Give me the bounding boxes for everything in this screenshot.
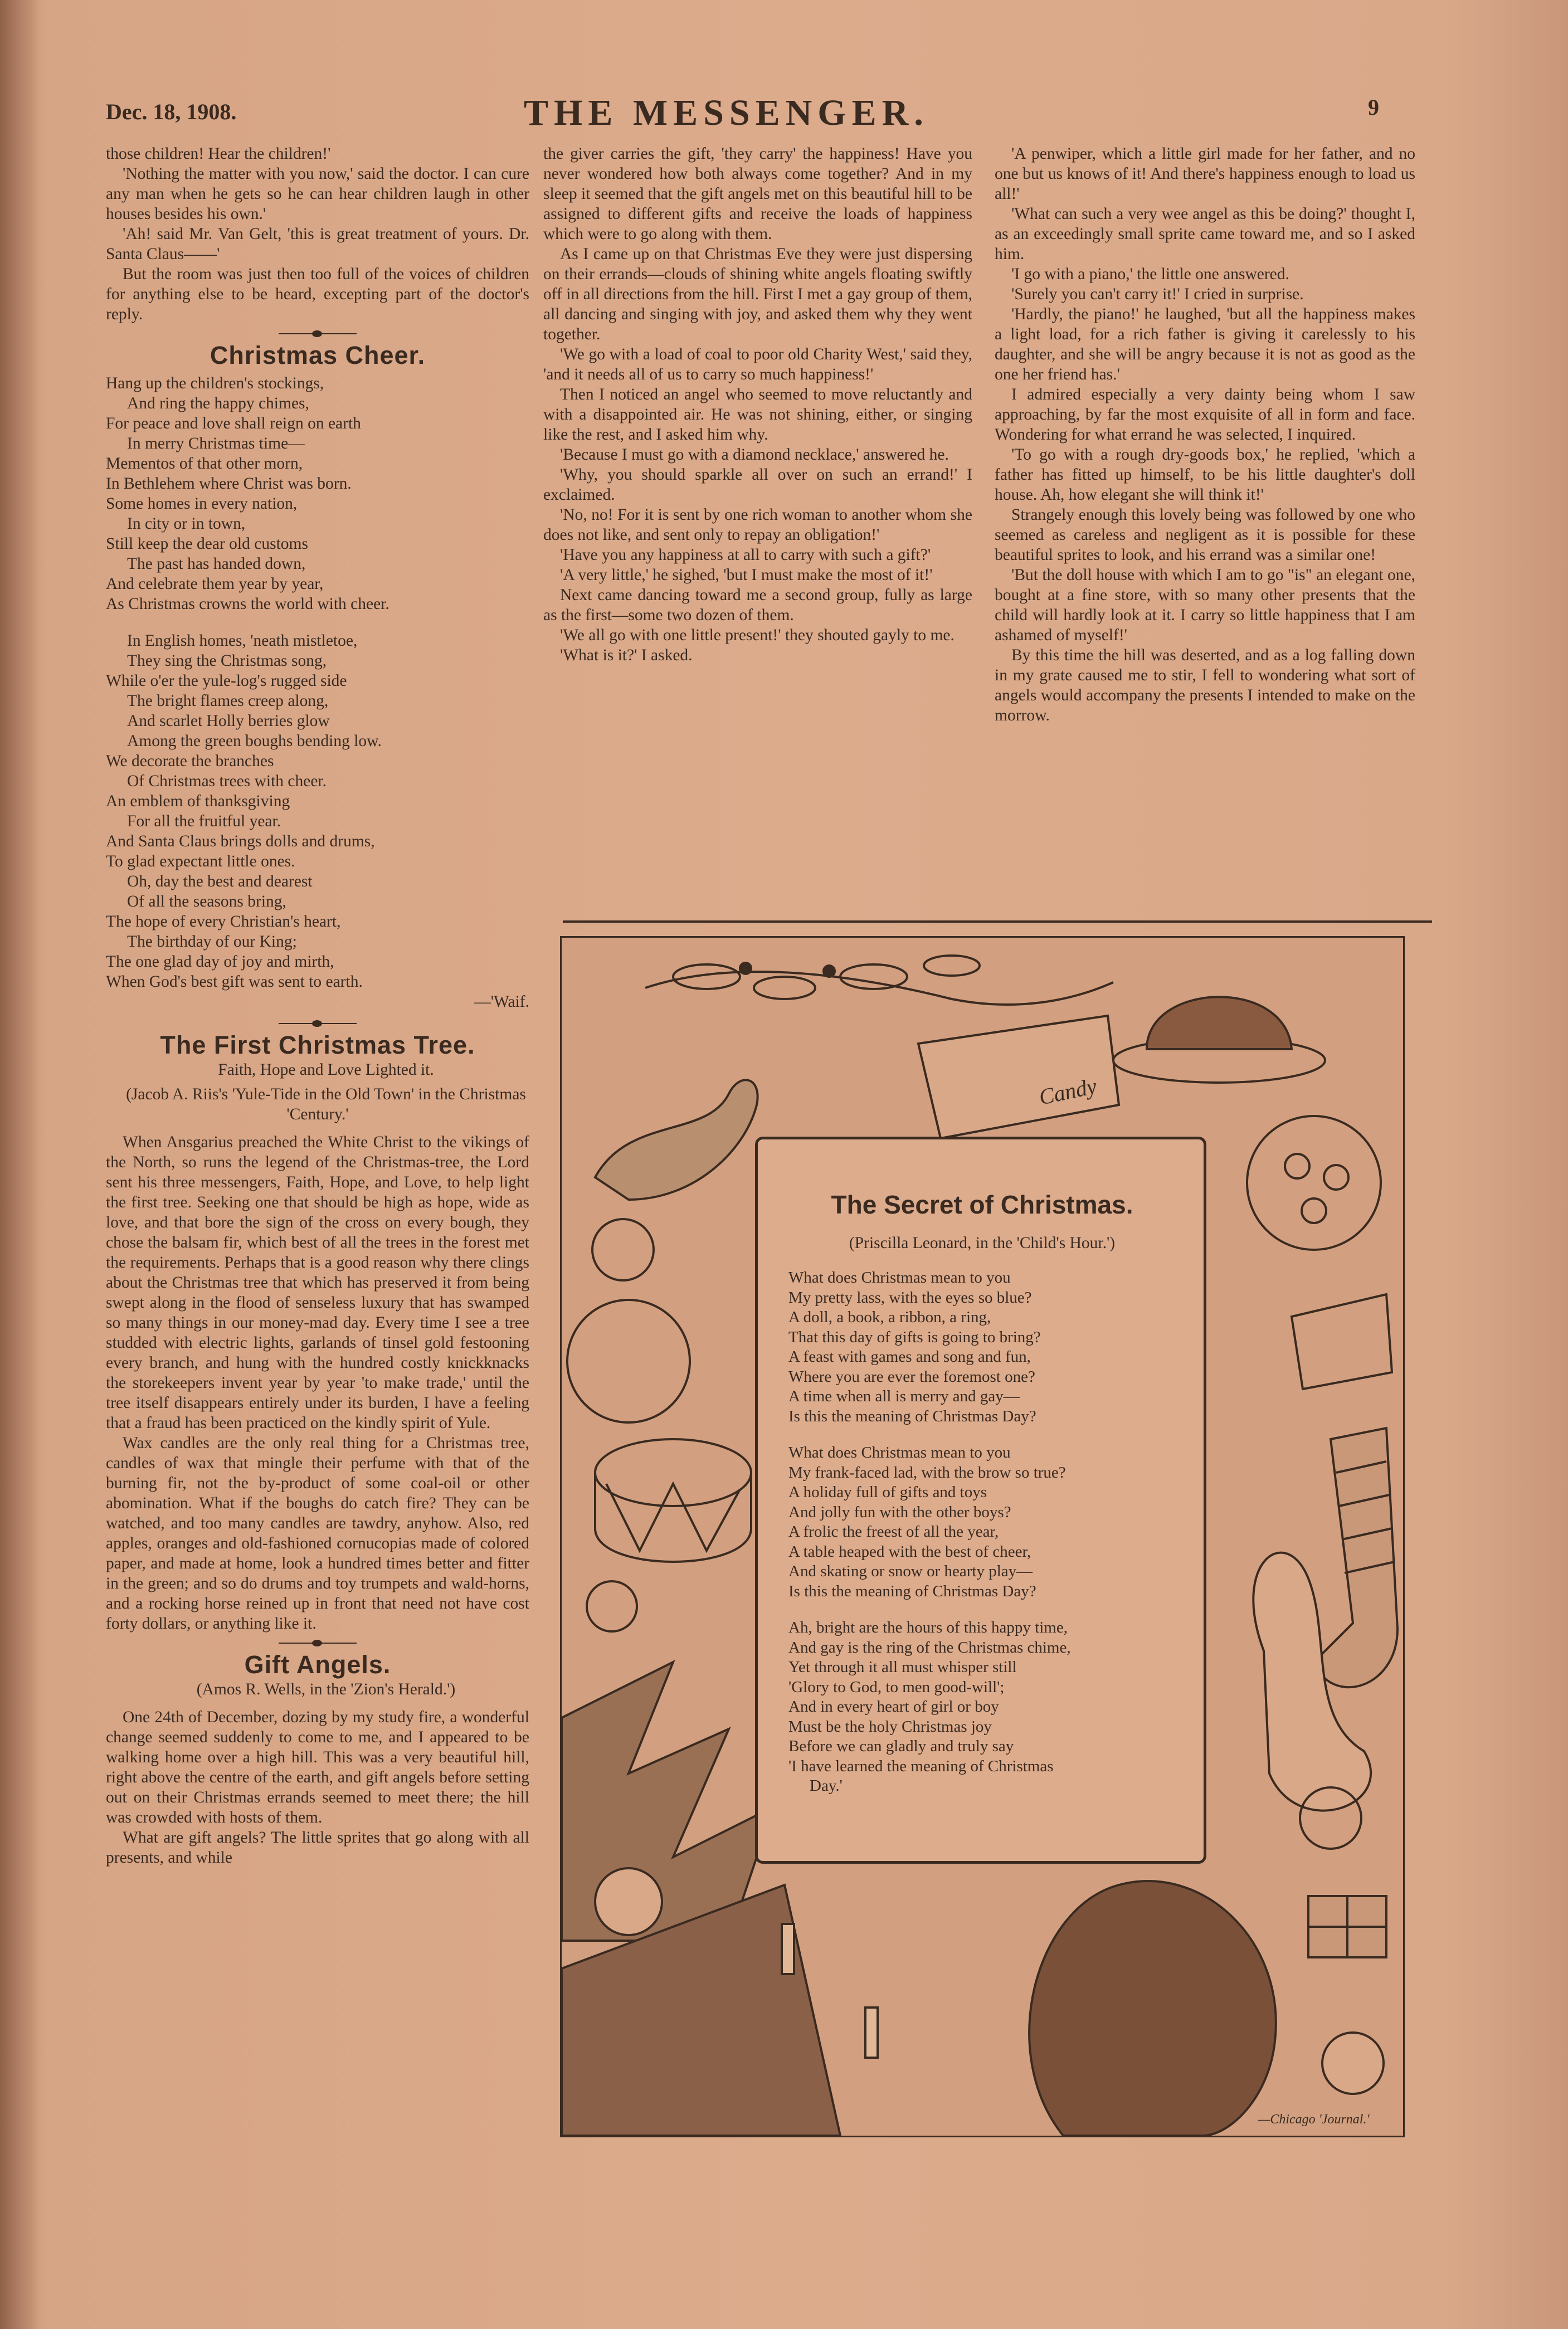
goose	[595, 1080, 758, 1200]
article-title-gift-angels: Gift Angels.	[244, 1650, 391, 1679]
article-source: (Amos R. Wells, in the 'Zion's Herald.')	[196, 1680, 456, 1698]
poem-line: And in every heart of girl or boy	[788, 1698, 999, 1716]
poem-line: A doll, a book, a ribbon, a ring,	[788, 1308, 991, 1326]
column-right	[995, 144, 1415, 725]
poem-line: Mementos of that other morn,	[106, 455, 303, 472]
paragraph: 'But the doll house with which I am to go "is" an elegant one, bought at a fine store, with so many other presents that the child will hardly look at it. I carry so little happiness that I am ashamed of myself!'	[995, 566, 1415, 644]
poem-line: We decorate the branches	[106, 752, 274, 770]
page-edge-shadow	[0, 0, 39, 2329]
poem-line: Yet through it all must whisper still	[788, 1658, 1017, 1676]
poem-line: While o'er the yule-log's rugged side	[106, 672, 347, 690]
poem-line: When God's best gift was sent to earth.	[106, 973, 363, 991]
poem-secret-of-christmas	[788, 1268, 1176, 1796]
teddy-bear-head	[592, 1219, 654, 1280]
paragraph: 'What is it?' I asked.	[560, 646, 693, 664]
column-middle	[543, 144, 972, 665]
poem-line: My frank-faced lad, with the brow so true?	[788, 1463, 1066, 1482]
poem-line: Hang up the children's stockings,	[106, 374, 324, 392]
holly-berry	[824, 966, 835, 977]
cookie-plate	[1247, 1116, 1381, 1250]
article-subtitle: Faith, Hope and Love Lighted it.	[218, 1061, 434, 1079]
paragraph: 'Hardly, the piano!' he laughed, 'but all the happiness makes a light load, for a rich father is giving it carelessly to his daughter, and she will be angry because it is not as good as the one her friend has.'	[995, 305, 1415, 383]
article-title-first-christmas-tree: The First Christmas Tree.	[160, 1031, 475, 1059]
page-header	[100, 92, 1438, 137]
toy-cart	[1292, 1294, 1392, 1389]
page-number: 9	[1368, 95, 1379, 120]
poem-line: And jolly fun with the other boys?	[788, 1503, 1011, 1521]
paragraph: Next came dancing toward me a second group, fully as large as the first—some two dozen of them.	[543, 586, 972, 624]
poem-line: And ring the happy chimes,	[127, 394, 309, 412]
poem-line: A feast with games and song and fun,	[788, 1348, 1031, 1366]
toy-face	[1322, 2033, 1384, 2094]
poem-line: For peace and love shall reign on earth	[106, 415, 361, 432]
paragraph: 'We go with a load of coal to poor old Charity West,' said they, 'and it needs all of us to carry so much happiness!'	[543, 345, 972, 383]
poem-line: And Santa Claus brings dolls and drums,	[106, 832, 375, 850]
holly-leaf	[840, 964, 907, 989]
poem-line: And celebrate them year by year,	[106, 575, 324, 593]
plum-pudding	[1147, 997, 1292, 1049]
poem-line: A holiday full of gifts and toys	[788, 1483, 987, 1501]
poem-line: Of Christmas trees with cheer.	[127, 772, 327, 790]
poem-line: Among the green boughs bending low.	[127, 732, 382, 750]
poem-line: 'Glory to God, to men good-will';	[788, 1678, 1005, 1696]
poem-line: And skating or snow or hearty play—	[788, 1562, 1033, 1580]
poem-line: Before we can gladly and truly say	[788, 1737, 1014, 1755]
poem-line: As Christmas crowns the world with cheer.	[106, 595, 389, 613]
poem-line: Where you are ever the foremost one?	[788, 1367, 1035, 1386]
doll-face	[595, 1868, 662, 1935]
poem-line: Of all the seasons bring,	[127, 893, 286, 910]
issue-date: Dec. 18, 1908.	[106, 99, 237, 124]
article-title-christmas-cheer: Christmas Cheer.	[210, 341, 426, 369]
paragraph: One 24th of December, dozing by my study fire, a wonderful change seemed suddenly to come to me, and I appeared to be walking home over a high hill. This was a very beautiful hill, right above the centre of the earth, and gift angels before setting out on their Christmas errands seemed to meet there; the hill was crowded with hosts of them.	[106, 1708, 529, 1826]
christmas-tree	[562, 1662, 773, 1941]
candle	[782, 1924, 794, 1974]
candle	[865, 2008, 878, 2058]
paragraph: 'We all go with one little present!' they shouted gayly to me.	[560, 626, 955, 644]
paragraph: But the room was just then too full of the voices of children for anything else to be heard, excepting part of the doctor's reply.	[106, 265, 529, 323]
poem-line: Oh, day the best and dearest	[127, 873, 313, 890]
paragraph: 'Nothing the matter with you now,' said the doctor. I can cure any man when he gets so he can hear children laugh in other houses besides his own.'	[106, 165, 529, 223]
paragraph: 'I go with a piano,' the little one answered.	[1011, 265, 1289, 283]
poem-line: An emblem of thanksgiving	[106, 792, 290, 810]
paragraph: Then I noticed an angel who seemed to move reluctantly and with a disappointed air. He was not shining, either, or singing like the rest, and I asked him why.	[543, 386, 972, 444]
poem-line: A table heaped with the best of cheer,	[788, 1542, 1031, 1561]
turkey	[1029, 1881, 1276, 2136]
toy-drum-top	[595, 1439, 751, 1506]
poem-line: Still keep the dear old customs	[106, 535, 308, 553]
ornament-divider	[279, 330, 357, 338]
paragraph: 'Have you any happiness at all to carry with such a gift?'	[560, 546, 931, 564]
paragraph: 'Ah! said Mr. Van Gelt, 'this is great treatment of yours. Dr. Santa Claus——'	[106, 225, 529, 263]
paragraph: Wax candles are the only real thing for a Christmas tree, candles of wax that mingle their perfume with that of the burning fir, not the by-product of some coal-oil or other abomination. What if the boughs do catch fire? They can be watched, and too many candles are tawdry, anyhow. Also, red apples, oranges and old-fashioned cornucopias made of colored paper, and made at home, look a hundred times better and fitter in the green; and so do drums and toy trumpets and wald-horns, and a rocking horse reined up in front that need not have cost forty dollars, or anything like it.	[106, 1434, 529, 1633]
paragraph: the giver carries the gift, 'they carry' the happiness! Have you never wondered how both always come together? And in my sleep it seemed that the gift angels met on this beautiful hill to be assigned to different gifts and receive the loads of happiness which were to go along with them.	[543, 145, 972, 243]
paragraph: 'To go with a rough dry-goods box,' he replied, 'which a father has fitted up himself, to be his little daughter's doll house. Ah, how elegant she will think it!'	[995, 446, 1415, 504]
poem-source: (Priscilla Leonard, in the 'Child's Hour.')	[849, 1234, 1116, 1252]
poem-line: In Bethlehem where Christ was born.	[106, 475, 352, 493]
paragraph: I admired especially a very dainty being whom I saw approaching, by far the most exquisite of all in form and face. Wondering for what errand he was selected, I inquired.	[995, 386, 1415, 444]
paragraph: 'A penwiper, which a little girl made for her father, and no one but us knows of it! And there's happiness enough to load us all!'	[995, 145, 1415, 203]
poem-line: Is this the meaning of Christmas Day?	[788, 1407, 1036, 1425]
poem-line: Some homes in every nation,	[106, 495, 298, 513]
poem-line: My pretty lass, with the eyes so blue?	[788, 1288, 1032, 1307]
poem-author: —'Waif.	[474, 993, 529, 1011]
newspaper-title: THE MESSENGER.	[524, 92, 929, 133]
paragraph: those children! Hear the children!'	[106, 145, 331, 163]
paragraph: As I came up on that Christmas Eve they were just dispersing on their errands—clouds of shining white angels floating swiftly off in all directions from the hill. First I met a gay group of them, all dancing and singing with joy, and asked them why they went together.	[543, 245, 972, 343]
ornament-divider	[279, 1639, 357, 1647]
article-source: (Jacob A. Riis's 'Yule-Tide in the Old Town' in the Christmas 'Century.'	[126, 1085, 526, 1123]
poem-line: Day.'	[810, 1777, 843, 1795]
toy-ball-small	[587, 1581, 637, 1631]
poem-line: What does Christmas mean to you	[788, 1444, 1011, 1461]
holly-leaf	[673, 964, 740, 989]
poem-line: That this day of gifts is going to bring?	[788, 1328, 1041, 1346]
poem-line: Ah, bright are the hours of this happy time,	[788, 1619, 1068, 1636]
poem-line: The birthday of our King;	[127, 933, 297, 951]
poem-line: For all the fruitful year.	[127, 812, 281, 830]
poem-line: A frolic the freest of all the year,	[788, 1523, 999, 1541]
poem-line: And scarlet Holly berries glow	[127, 712, 330, 730]
christmas-stocking	[1314, 1428, 1397, 1687]
poem-line: In merry Christmas time—	[127, 435, 305, 452]
column-left	[106, 144, 529, 1868]
poem-line: And gay is the ring of the Christmas chime,	[788, 1638, 1071, 1656]
poem-line: They sing the Christmas song,	[127, 652, 327, 670]
paragraph: What are gift angels? The little sprites that go along with all presents, and while	[106, 1829, 529, 1867]
section-rule	[563, 920, 1432, 923]
toy-ball	[567, 1300, 690, 1422]
poem-title-secret-of-christmas: The Secret of Christmas.	[831, 1190, 1133, 1219]
paragraph: 'Why, you should sparkle all over on such an errand!' I exclaimed.	[543, 466, 972, 504]
poem-line: In city or in town,	[127, 515, 246, 533]
poem-line: To glad expectant little ones.	[106, 852, 295, 870]
secret-of-christmas-box	[755, 1137, 1206, 1864]
poem-line: Is this the meaning of Christmas Day?	[788, 1582, 1036, 1600]
poem-line: What does Christmas mean to you	[788, 1269, 1011, 1287]
poem-line: In English homes, 'neath mistletoe,	[127, 632, 358, 650]
poem-line: The bright flames creep along,	[127, 692, 329, 710]
poem-christmas-cheer	[106, 373, 529, 1012]
illustration-credit: —Chicago 'Journal.'	[1258, 2112, 1370, 2127]
poem-line: The hope of every Christian's heart,	[106, 913, 341, 930]
poem-line: The past has handed down,	[127, 555, 306, 573]
poem-line: A time when all is merry and gay—	[788, 1387, 1020, 1405]
holly-leaf	[754, 977, 815, 999]
paragraph: When Ansgarius preached the White Christ to the vikings of the North, so runs the legend of the Christmas-tree, the Lord sent his three messengers, Faith, Hope, and Love, to help light the first tree. Seeking one that should be high as hope, wide as love, and that bore the sign of the cross on every bough, they chose the balsam fir, which best of all the trees in the forest met the requirements. Perhaps that is a good reason why there clings about the Christmas tree that which has preserved it from being swept along in the flood of senseless luxury that has swamped so many things in our money-mad day. Every time I see a tree studded with electric lights, garlands of tinsel gold festooning every branch, and hung with the hundred costly knickknacks the storekeepers invent year by year 'to make trade,' until the tree itself disappears entirely under its burden, I have a feeling that a fraud has been practiced on the kindly spirit of Yule.	[106, 1133, 529, 1432]
poem-line: 'I have learned the meaning of Christmas	[788, 1757, 1054, 1775]
paragraph: 'A very little,' he sighed, 'but I must make the most of it!'	[560, 566, 933, 584]
holly-berry	[740, 963, 751, 974]
holly-leaf	[924, 956, 980, 976]
ornament-divider	[279, 1020, 357, 1027]
paragraph: Strangely enough this lovely being was followed by one who seemed as careless and negligent as it is possible for these beautiful sprites to look, and his errand was a similar one!	[995, 506, 1415, 564]
paragraph: 'Surely you can't carry it!' I cried in surprise.	[1011, 285, 1304, 303]
poem-line: The one glad day of joy and mirth,	[106, 953, 334, 971]
paragraph: 'Because I must go with a diamond necklace,' answered he.	[560, 446, 949, 464]
paragraph: By this time the hill was deserted, and as a log falling down in my grate caused me to stir, I fell to wondering what sort of angels would accompany the presents I intended to make on the morrow.	[995, 646, 1415, 724]
paragraph: 'What can such a very wee angel as this be doing?' thought I, as an exceedingly small sprite came toward me, and so I asked him.	[995, 205, 1415, 263]
candy-box-label: Candy	[1036, 1073, 1099, 1110]
paragraph: 'No, no! For it is sent by one rich woman to another whom she does not like, and sent only to repay an obligation!'	[543, 506, 972, 544]
poem-line: Must be the holy Christmas joy	[788, 1717, 992, 1736]
